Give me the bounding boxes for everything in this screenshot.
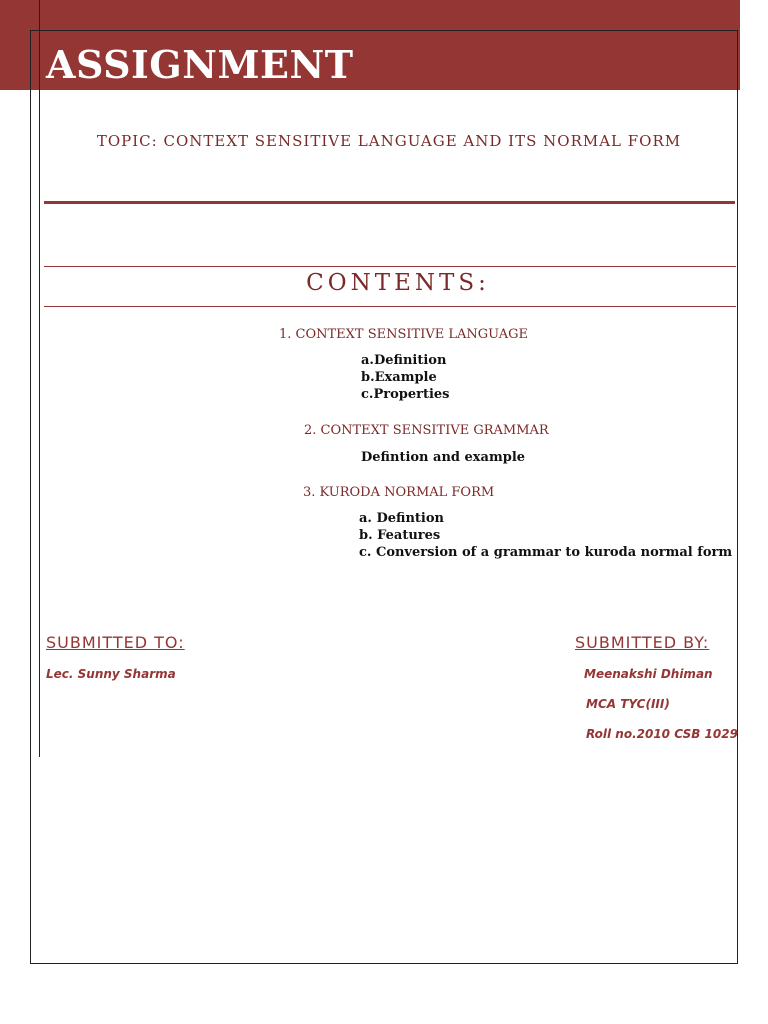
list-item: b. Features xyxy=(359,528,441,543)
list-item: b.Example xyxy=(361,370,437,385)
submitted-by-course: MCA TYC(III) xyxy=(586,697,670,711)
left-vertical-rule xyxy=(39,0,40,757)
section-2-list xyxy=(361,449,525,466)
list-item: a. Defintion xyxy=(359,511,444,526)
section-1-list xyxy=(361,352,449,403)
list-item: a.Definition xyxy=(361,353,447,368)
list-item: c. Conversion of a grammar to kuroda normal form xyxy=(359,545,733,560)
list-item: Defintion and example xyxy=(361,450,526,465)
list-item: c.Properties xyxy=(361,387,450,402)
submitted-to-label: SUBMITTED TO: xyxy=(46,633,185,652)
contents-top-rule xyxy=(44,266,736,267)
submitted-by-name: Meenakshi Dhiman xyxy=(584,667,713,681)
submitted-by-roll: Roll no.2010 CSB 1029 xyxy=(586,727,738,741)
submitted-to-name: Lec. Sunny Sharma xyxy=(46,667,176,681)
contents-heading: CONTENTS: xyxy=(306,270,490,296)
submitted-by-label: SUBMITTED BY: xyxy=(575,633,710,652)
topic-divider xyxy=(44,201,735,204)
section-heading-1: 1. CONTEXT SENSITIVE LANGUAGE xyxy=(279,327,528,342)
section-3-list xyxy=(359,510,732,561)
contents-bottom-rule xyxy=(44,306,736,307)
section-heading-3: 3. KURODA NORMAL FORM xyxy=(303,485,495,500)
page-title: ASSIGNMENT xyxy=(46,42,354,87)
topic-line: TOPIC: CONTEXT SENSITIVE LANGUAGE AND ITS NORMAL FORM xyxy=(96,132,682,150)
section-heading-2: 2. CONTEXT SENSITIVE GRAMMAR xyxy=(304,423,549,438)
